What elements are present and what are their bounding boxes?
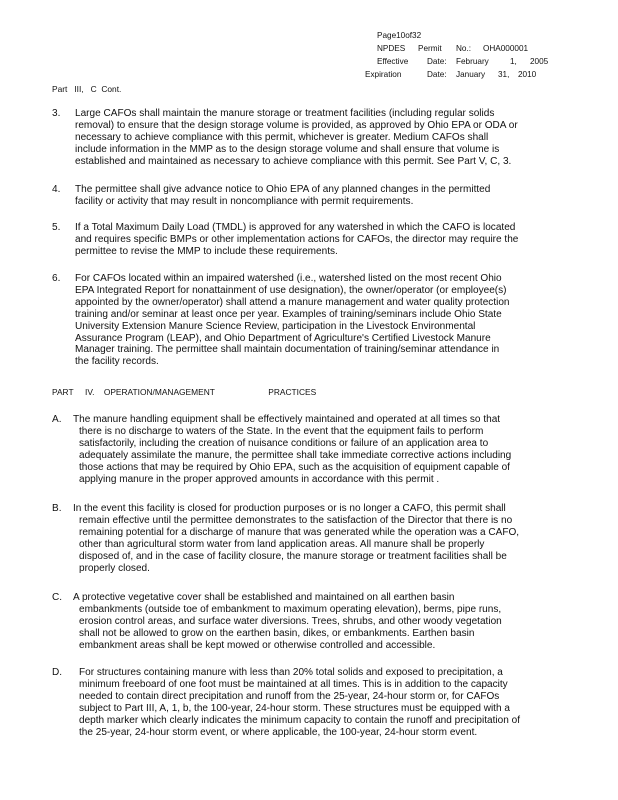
item-text: For CAFOs located within an impaired watershed (i.e., watershed listed on the most recent Ohio EPA Integrated Report for nonattainment of use designation), the owner/operator (or employee(s) appointed by the owner/operator) shall attend a manure management and water quality protection training and/or seminar at least once per year. Examples of training/seminars include Ohio State University Extension Manure Science Review, participation in the Livestock Environmental Assurance Program (LEAP), and Ohio Department of Agriculture's Certified Livestock Manure Manager training. The permittee shall maintain documentation of training/seminar attendance in the facility records. xyxy=(75,273,510,368)
item-letter: D. xyxy=(52,667,63,678)
effective-label: Effective xyxy=(377,57,409,66)
item-text: A protective vegetative cover shall be established and maintained on all earthen basin embankments (outside toe of embankment to maximum operating elevation), berms, pipe runs, erosion control areas, and surface water diversions. Trees, shrubs, and other woody vegetation shall not be allowed to grow on the earthen basin, dikes, or embankments. Earthen basin embankment areas shall be kept mowed or otherwise controlled and accessible. xyxy=(73,592,502,651)
section-heading: PART IV. OPERATION/MANAGEMENT PRACTICES xyxy=(52,387,317,397)
item-number: 4. xyxy=(52,184,61,195)
item-letter: A. xyxy=(52,414,62,425)
item-letter: C. xyxy=(52,592,63,603)
item-number: 5. xyxy=(52,222,61,233)
item-number: 3. xyxy=(52,108,61,119)
item-text: For structures containing manure with less than 20% total solids and exposed to precipitation, a minimum freeboard of one foot must be maintained at all times. This is in addition to the capacity needed to contain direct precipitation and runoff from the 25-year, 24-hour storm or, for CAFOs subject to Part III, A, 1, b, the 100-year, 24-hour storm. These structures must be equipped with a depth marker which clearly indicates the minimum capacity to contain the runoff and precipitation of the 25-year, 24-hour storm event, or where applicable, the 100-year, 24-hour storm event. xyxy=(79,667,520,738)
permit-number: OHA000001 xyxy=(483,44,529,53)
effective-date-label: Date: xyxy=(427,57,447,66)
expiration-label: Expiration xyxy=(365,70,402,79)
permit-label: Permit xyxy=(418,44,442,53)
expiration-date-label: Date: xyxy=(427,70,447,79)
expiration-month: January xyxy=(456,70,486,79)
item-letter: B. xyxy=(52,503,62,514)
effective-day: 1, xyxy=(510,57,517,66)
item-text: The permittee shall give advance notice to Ohio EPA of any planned changes in the permitted facility or activity that may result in noncompliance with permit requirements. xyxy=(75,184,491,207)
effective-year: 2005 xyxy=(530,57,549,66)
item-text: Large CAFOs shall maintain the manure storage or treatment facilities (including regular solids removal) to ensure that the design storage volume is provided, as approved by Ohio EPA or ODA or necessary to achieve compliance with this permit, whichever is greater. Medium CAFOs shall include information in the MMP as to the design storage volume and shall ensure that volume is established and maintained as necessary to achieve compliance with this permit. See Part V, C, 3. xyxy=(75,108,518,167)
expiration-year: 2010 xyxy=(518,70,537,79)
item-text: In the event this facility is closed for production purposes or is no longer a CAFO, this permit shall remain effective until the permittee demonstrates to the satisfaction of the Director that there is no remaining potential for a discharge of manure that was generated while the operation was a CAFO, other than agricultural storm water from land application areas. All manure shall be properly disposed of, and in the case of facility closure, the manure storage or treatment facilities shall be properly closed. xyxy=(73,503,520,574)
part-heading: Part III, C Cont. xyxy=(52,84,122,94)
no-label: No.: xyxy=(456,44,472,53)
page-number: Page10of32 xyxy=(377,31,422,40)
item-text: The manure handling equipment shall be effectively maintained and operated at all times so that there is no discharge to waters of the State. In the event that the equipment fails to perform satisfactorily, including the creation of nuisance conditions or failure of an application area to adequately assimilate the manure, the permittee shall take immediate corrective actions including those actions that may be required by Ohio EPA, such as the acquisition of equipment capable of applying manure in the proper approved amounts in accordance with this permit . xyxy=(73,414,512,485)
effective-month: February xyxy=(456,57,489,66)
expiration-day: 31, xyxy=(498,70,510,79)
item-number: 6. xyxy=(52,273,61,284)
npdes-label: NPDES xyxy=(377,44,406,53)
item-text: If a Total Maximum Daily Load (TMDL) is approved for any watershed in which the CAFO is located and requires specific BMPs or other implementation actions for CAFOs, the director may require the permittee to revise the MMP to include these requirements. xyxy=(75,222,519,257)
